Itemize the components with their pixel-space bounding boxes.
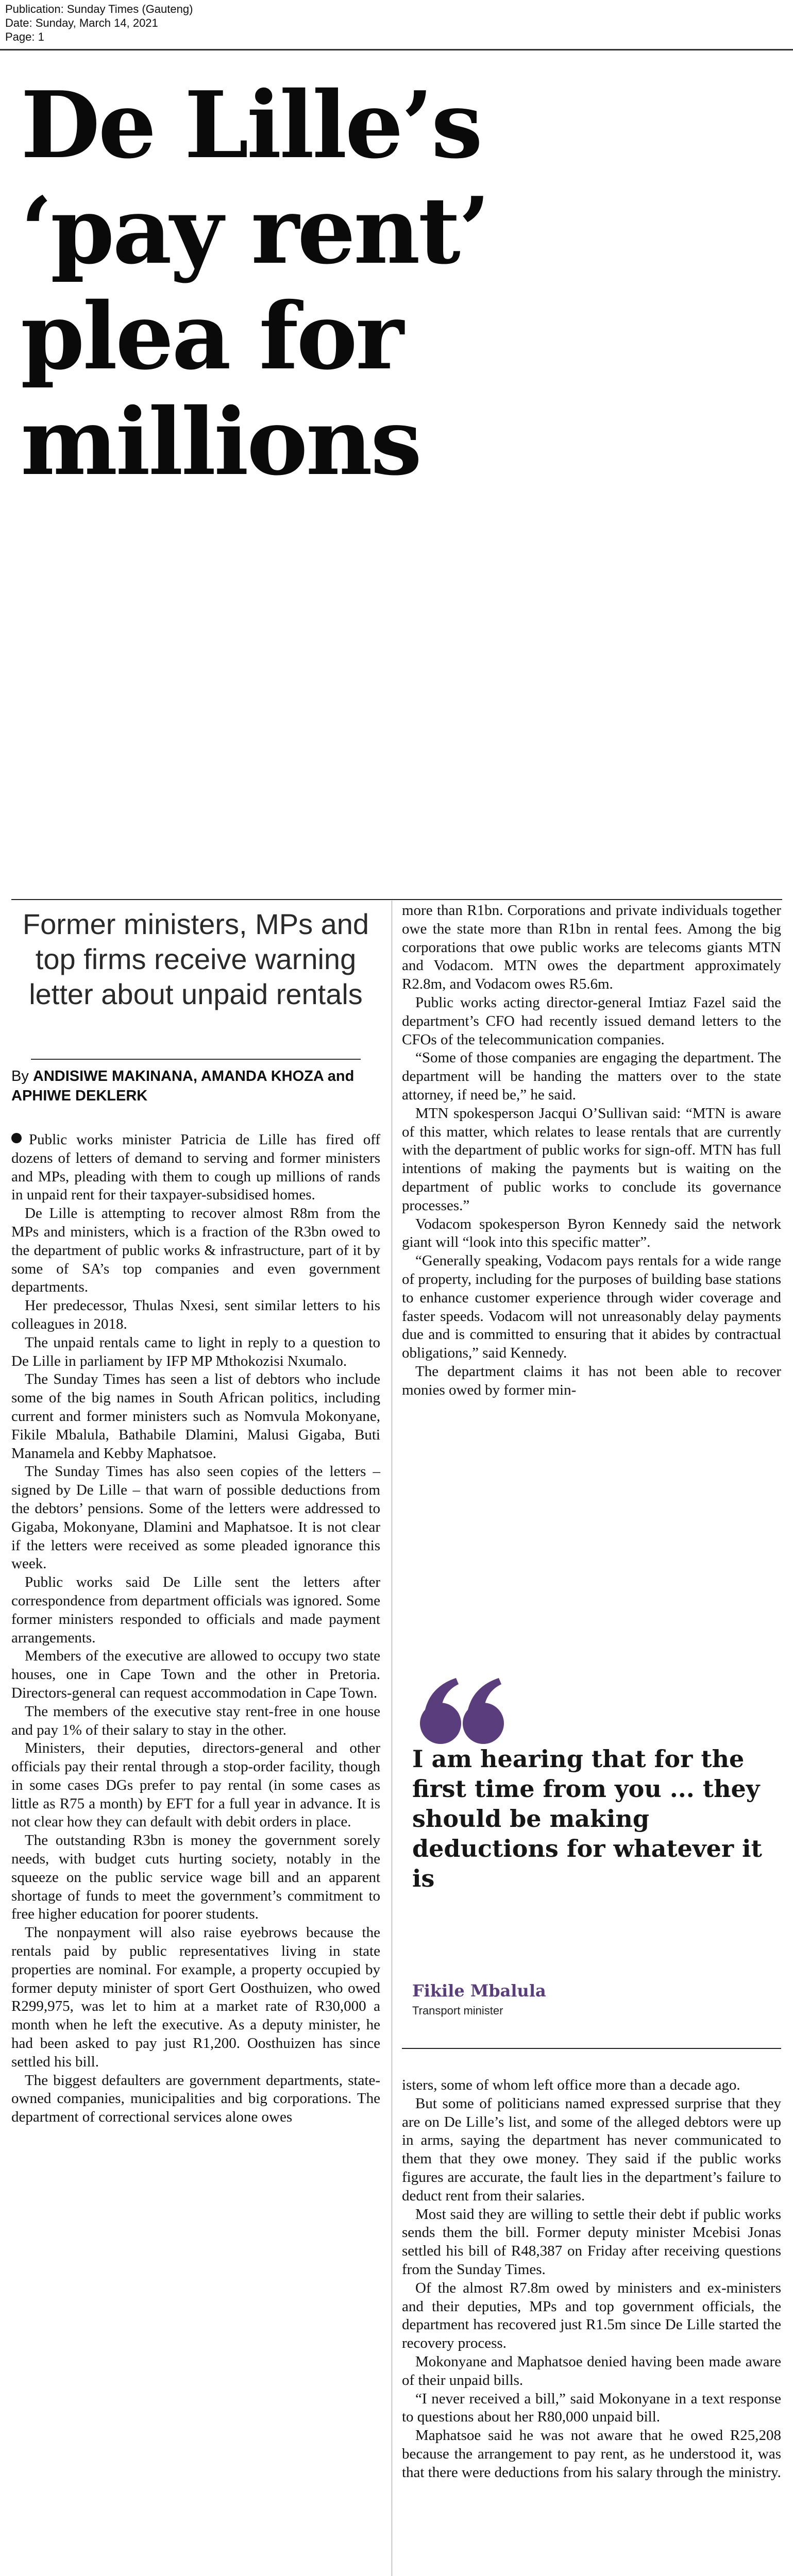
byline-prefix: By: [11, 1068, 29, 1084]
article-paragraph: Ministers, their deputies, directors-general and other officials pay their rental through a stop-order facility, though in some cases DGs prefer to pay rental (in some cases as little as R75 a month) by EFT for a full year in advance. It is not clear how they can default with debit orders in place.: [11, 1740, 380, 1831]
article-paragraph-text: Public works minister Patricia de Lille has fired off dozens of letters of demand to serving and former ministers and MPs, pleading with them to cough up millions of rands in unpaid rent for their taxpayer-subsidised homes.: [11, 1131, 380, 1204]
pull-quote-text: I am hearing that for the first time from you ... they should be making deductions for whatever it is: [412, 1745, 762, 1892]
article-paragraph: The outstanding R3bn is money the government sorely needs, with budget cuts hurting society, notably in the squeeze on the public service wage bill and an apparent shortage of funds to meet the government’s commitment to free higher education for poorer students.: [11, 1832, 380, 1923]
top-divider: [0, 49, 793, 50]
headline-line: plea for: [21, 282, 402, 390]
article-paragraph: The department claims it has not been able to recover monies owed by former min-: [402, 1363, 781, 1398]
pull-quote-divider: [402, 2048, 781, 2049]
article-paragraph: Of the almost R7.8m owed by ministers and ex-ministers and their deputies, MPs and top government officials, the department has recovered just R1.5m since De Lille started the recovery process.: [402, 2279, 781, 2352]
article-paragraph: But some of politicians named expressed surprise that they are on De Lille’s list, and some of the alleged debtors were up in arms, saying the department has never communicated to them that they owe money. They said if the public works figures are accurate, the fault lies in the department’s failure to deduct rent from their salaries.: [402, 2095, 781, 2204]
article-paragraph: “I never received a bill,” said Mokonyane in a text response to questions about her R80,000 unpaid bill.: [402, 2390, 781, 2426]
article-paragraph: The Sunday Times has seen a list of debtors who include some of the big names in South African politics, including current and former ministers such as Nomvula Mokonyane, Fikile Mbalula, Bathabile Dlamini, Malusi Gigaba, Buti Manamela and Kebby Maphatsoe.: [11, 1371, 380, 1462]
article-paragraph: De Lille is attempting to recover almost R8m from the MPs and ministers, which is a fraction of the R3bn owed to the department of public works & infrastructure, part of it by some of SA’s top companies and even government departments.: [11, 1205, 380, 1296]
headline-line: ‘pay rent’: [21, 177, 488, 284]
article-paragraph: Mokonyane and Maphatsoe denied having been made aware of their unpaid bills.: [402, 2353, 781, 2388]
bullet-icon: [11, 1133, 22, 1143]
subheadline: Former ministers, MPs and top firms receive warning letter about unpaid rentals: [22, 908, 369, 1010]
article-column-right-bottom: [402, 2076, 781, 2482]
article-paragraph: The unpaid rentals came to light in reply to a question to De Lille in parliament by IFP MP Mthokozisi Nxumalo.: [11, 1334, 380, 1369]
article-paragraph: more than R1bn. Corporations and private individuals together owe the state more than R1bn in rental fees. Among the big corporations that owe public works are telecoms giants MTN and Vodacom. MTN owes the department approximately R2.8m, and Vodacom owes R5.6m.: [402, 902, 781, 993]
article-paragraph: Vodacom spokesperson Byron Kennedy said the network giant will “look into this specific matter”.: [402, 1215, 781, 1251]
headline-line: De Lille’s: [21, 71, 481, 179]
headline: [21, 72, 778, 495]
subheadline-divider: [31, 1059, 361, 1060]
article-paragraph: The Sunday Times has also seen copies of the letters – signed by De Lille – that warn of possible deductions from the debtors’ pensions. Some of the letters were addressed to Gigaba, Mokonyane, Dlamini and Maphatsoe. It is not clear if the letters were received as some pleaded ignorance this week.: [11, 1463, 380, 1572]
article-paragraph: [11, 1131, 380, 1205]
page-number: Page: 1: [5, 30, 44, 43]
article-paragraph: Members of the executive are allowed to occupy two state houses, one in Cape Town and the other in Pretoria. Directors-general can request accommodation in Cape Town.: [11, 1648, 380, 1701]
article-paragraph: Public works said De Lille sent the letters after correspondence from department officials was ignored. Some former ministers responded to officials and made payment arrangements.: [11, 1574, 380, 1646]
byline: [11, 1066, 380, 1106]
article-paragraph: Most said they are willing to settle their debt if public works sends them the bill. Former deputy minister Mcebisi Jonas settled his bill of R48,387 on Friday after receiving questions from the Sunday Times.: [402, 2206, 781, 2278]
article-column-left: [11, 1131, 380, 2127]
article-paragraph: Her predecessor, Thulas Nxesi, sent similar letters to his colleagues in 2018.: [11, 1297, 380, 1332]
article-paragraph: Public works acting director-general Imtiaz Fazel said the department’s CFO had recently issued demand letters to the CFOs of the telecommunication companies.: [402, 994, 781, 1048]
pull-quote-role: Transport minister: [412, 2004, 503, 2017]
publication-name: Publication: Sunday Times (Gauteng): [5, 3, 193, 15]
article-paragraph: The nonpayment will also raise eyebrows because the rentals paid by public representatives living in state properties are nominal. For example, a property occupied by former deputy minister of sport Gert Oosthuizen, who owed R299,975, was let to him at a market rate of R30,000 a month when he left the executive. As a deputy minister, he had been asked to pay just R1,200. Oosthuizen has since settled his bill.: [11, 1924, 380, 2070]
publication-date: Date: Sunday, March 14, 2021: [5, 16, 158, 29]
publication-meta: [5, 2, 417, 44]
pull-quote-attribution: Fikile Mbalula: [412, 1981, 546, 2001]
article-paragraph: “Some of those companies are engaging the department. The department will be handing the matters over to the state attorney, if need be,” he said.: [402, 1049, 781, 1103]
article-column-right-top: [402, 902, 781, 1400]
headline-divider: [11, 899, 782, 900]
article-paragraph: “Generally speaking, Vodacom pays rentals for a wide range of property, including for the purposes of building base stations to enhance customer experience through wider coverage and faster speeds. Vodacom will not unreasonably delay payments due and is committed to ensuring that it abides by contractual obligations,” said Kennedy.: [402, 1252, 781, 1362]
byline-authors: ANDISIWE MAKINANA, AMANDA KHOZA and APHIWE DEKLERK: [11, 1068, 355, 1104]
quote-icon: [417, 1672, 510, 1749]
article-paragraph: MTN spokesperson Jacqui O’Sullivan said: “MTN is aware of this matter, which relates to lease rentals that are currently with the department of public works for sign-off. MTN has full intentions of making the payments but is waiting on the department of public works to conclude its governance processes.”: [402, 1105, 781, 1214]
article-paragraph: Maphatsoe said he was not aware that he owed R25,208 because the arrangement to pay rent, as he understood it, was that there were deductions from his salary through the ministry.: [402, 2427, 781, 2481]
article-paragraph: isters, some of whom left office more than a decade ago.: [402, 2077, 740, 2093]
article-paragraph: The biggest defaulters are government departments, state-owned companies, municipalities and big corporations. The department of correctional services alone owes: [11, 2072, 380, 2126]
article-paragraph: The members of the executive stay rent-free in one house and pay 1% of their salary to stay in the other.: [11, 1703, 380, 1738]
headline-line: millions: [21, 388, 420, 496]
